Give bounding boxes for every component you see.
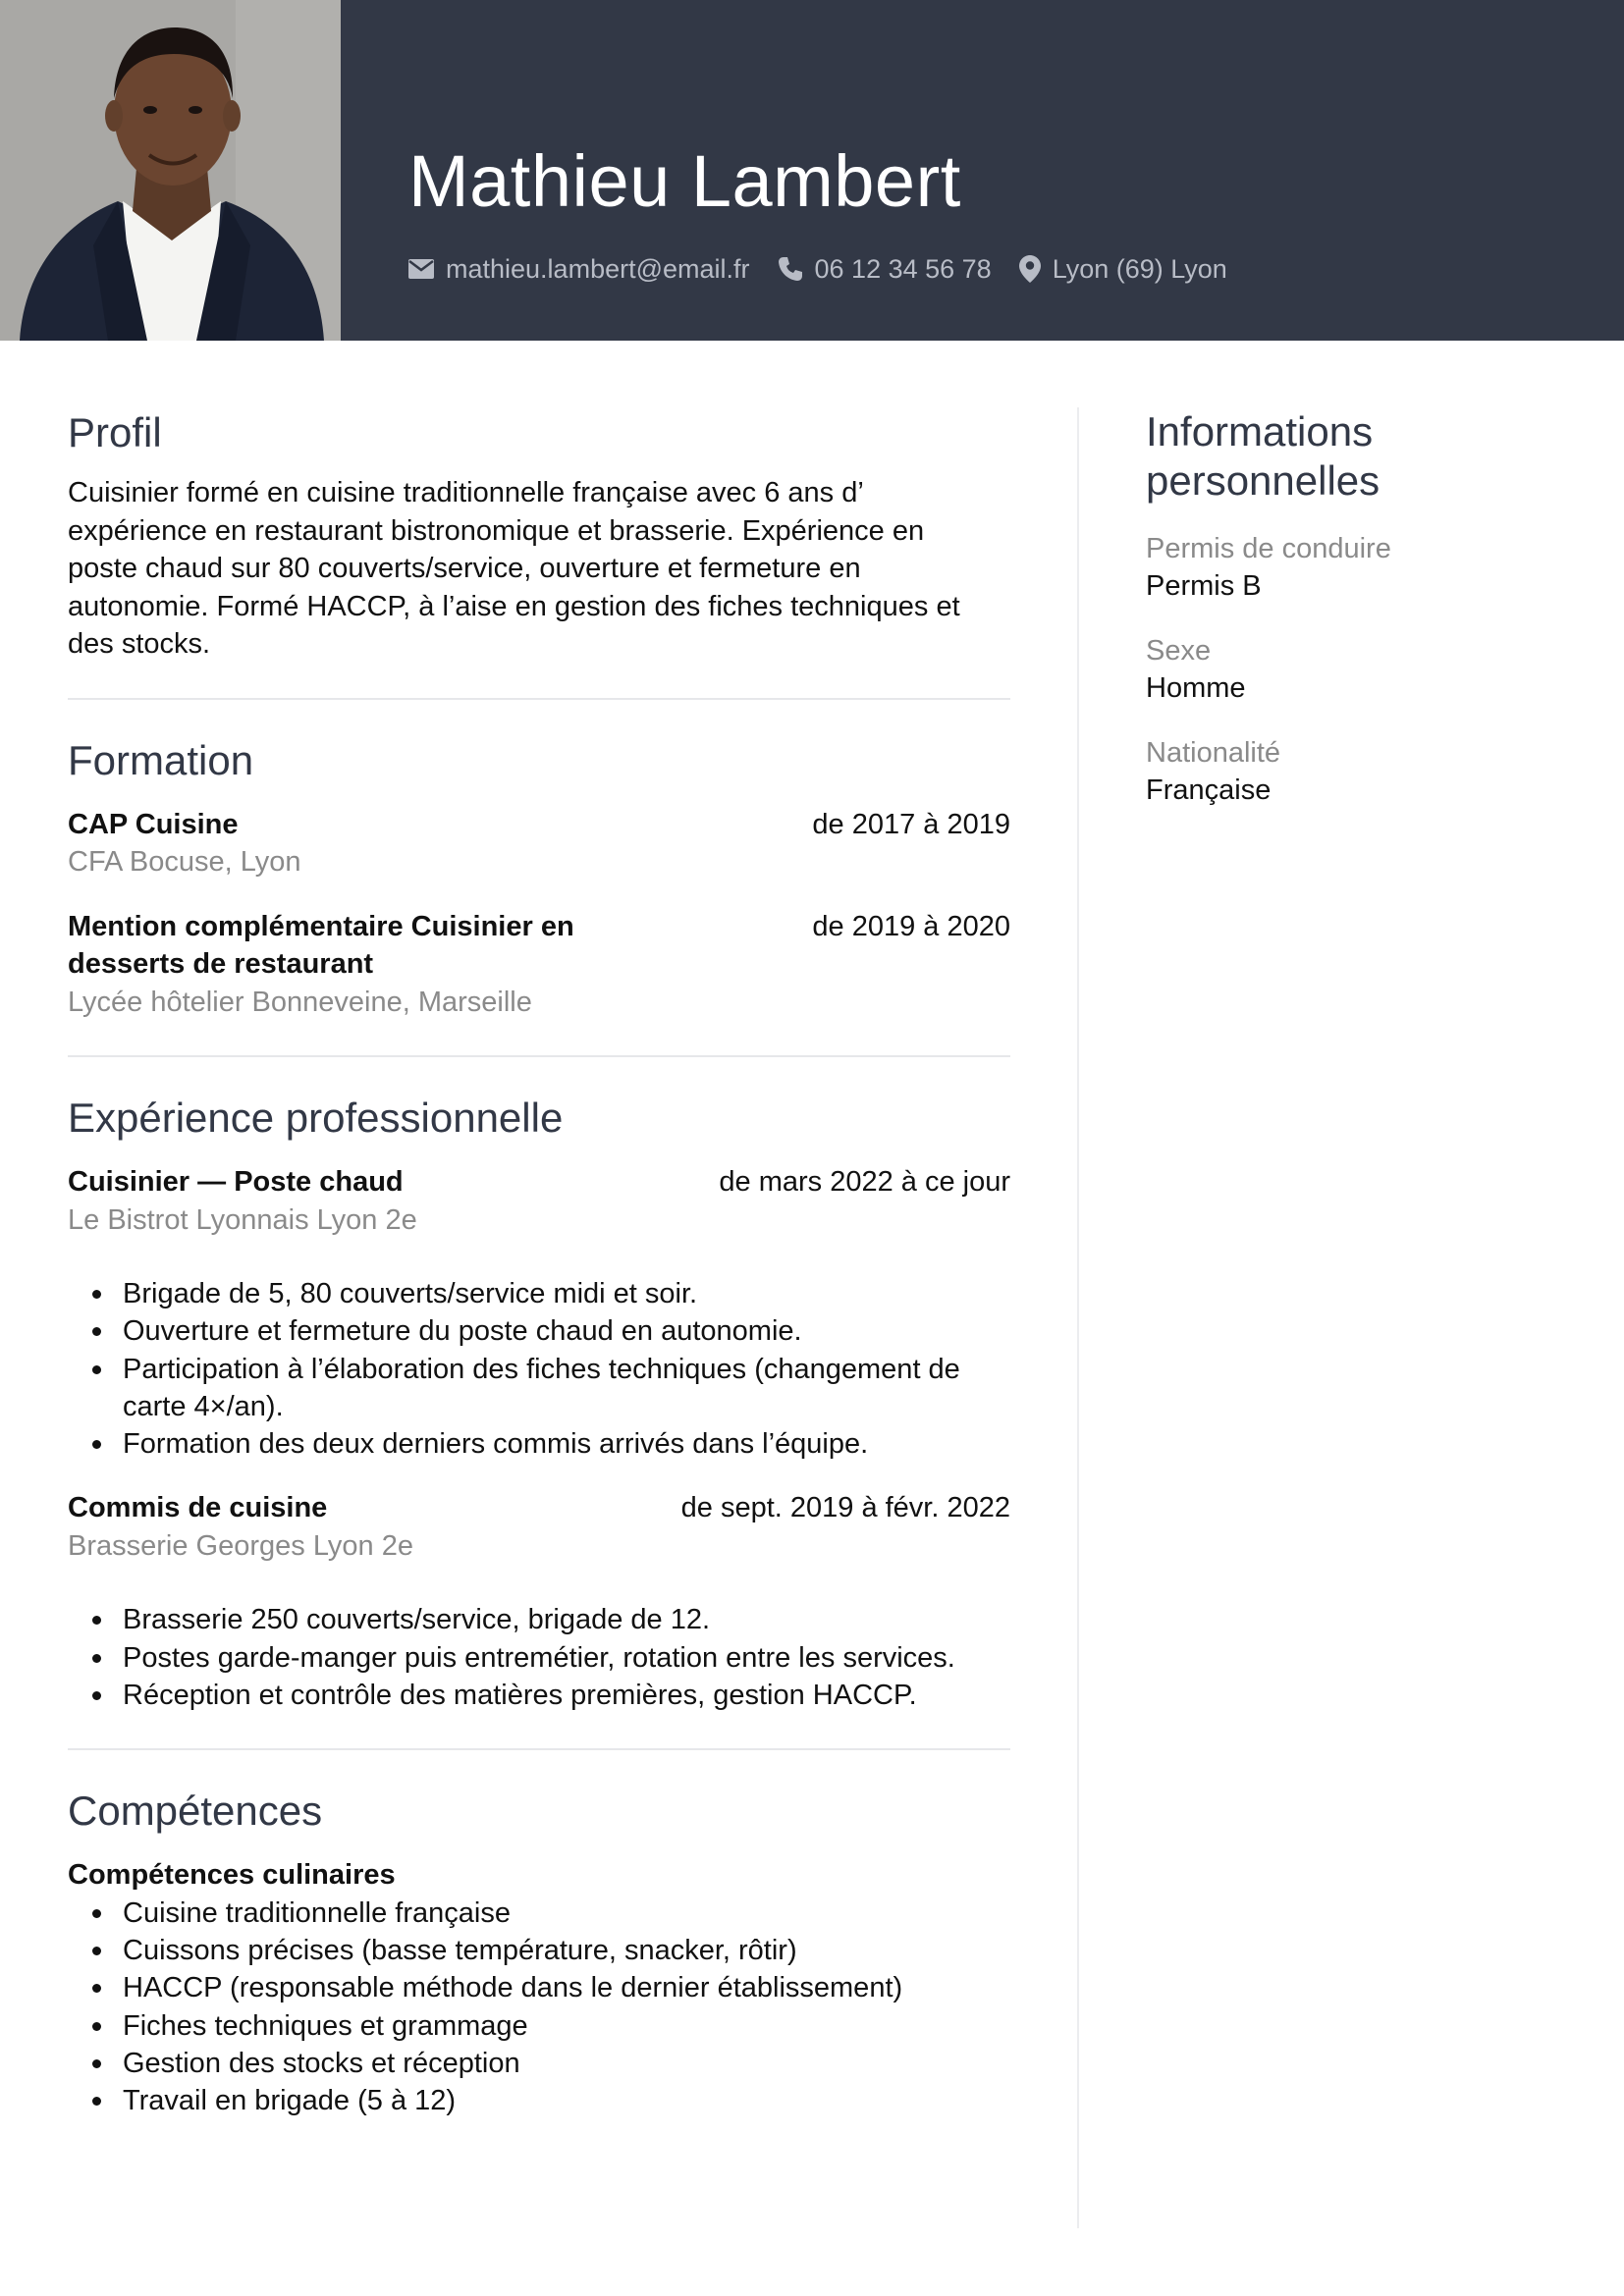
list-item: Postes garde-manger puis entremétier, rotation entre les services. (123, 1639, 1010, 1677)
candidate-name: Mathieu Lambert (408, 140, 961, 222)
info-item (1146, 530, 1568, 605)
profile-line: des stocks. (68, 628, 211, 660)
education-school: Lycée hôtelier Bonneveine, Marseille (68, 986, 532, 1018)
education-entry (68, 908, 1010, 1022)
column-divider (1077, 407, 1079, 2228)
education-title: CAP Cuisine (68, 808, 239, 840)
job-company: Le Bistrot Lyonnais Lyon 2e (68, 1203, 417, 1236)
info-value: Permis B (1146, 570, 1262, 602)
profile-line: Cuisinier formé en cuisine traditionnelle française avec 6 ans d’ (68, 477, 864, 508)
job-date: de mars 2022 à ce jour (719, 1166, 1010, 1198)
education-school: CFA Bocuse, Lyon (68, 846, 301, 878)
list-item: Formation des deux derniers commis arrivés dans l’équipe. (123, 1425, 1010, 1463)
contact-location[interactable] (1019, 254, 1227, 285)
list-item: Brigade de 5, 80 couverts/service midi et soir. (123, 1275, 1010, 1312)
section-title-education: Formation (68, 736, 254, 783)
experience-entry (68, 1163, 1010, 1463)
education-date: de 2019 à 2020 (812, 910, 1010, 942)
email-text: mathieu.lambert@email.fr (446, 253, 750, 284)
info-item (1146, 734, 1568, 809)
education-section (68, 735, 1010, 1022)
skills-section (68, 1786, 1010, 2119)
info-value: Homme (1146, 672, 1246, 704)
list-item: Ouverture et fermeture du poste chaud en autonomie. (123, 1312, 1010, 1350)
job-bullets (68, 1601, 1010, 1714)
profile-line: expérience en restaurant bistronomique et brasserie. Expérience en (68, 514, 925, 547)
profile-photo (0, 0, 341, 341)
job-bullets (68, 1275, 1010, 1463)
education-entry (68, 806, 1010, 881)
envelope-icon (408, 259, 434, 279)
list-item: Participation à l’élaboration des fiches techniques (changement de carte 4×/an). (123, 1351, 1010, 1426)
skills-list (68, 1895, 1010, 2120)
info-label: Permis de conduire (1146, 533, 1391, 564)
profile-text (68, 474, 1010, 664)
section-divider (68, 1748, 1010, 1750)
skills-group-title: Compétences culinaires (68, 1859, 396, 1892)
education-title: Mention complémentaire Cuisinier en desserts de restaurant (68, 910, 574, 980)
list-item: Réception et contrôle des matières premières, gestion HACCP. (123, 1677, 1010, 1714)
job-date: de sept. 2019 à févr. 2022 (680, 1492, 1010, 1524)
list-item: Gestion des stocks et réception (123, 2045, 1010, 2082)
info-label: Nationalité (1146, 737, 1281, 769)
list-item: Cuisine traditionnelle française (123, 1895, 1010, 1932)
section-title-personal-info (1146, 407, 1568, 506)
main-column (68, 407, 1010, 2120)
section-title-skills: Compétences (68, 1788, 323, 1835)
personal-info-title-line: personnelles (1146, 457, 1380, 504)
list-item: Brasserie 250 couverts/service, brigade de 12. (123, 1601, 1010, 1638)
list-item: HACCP (responsable méthode dans le dernier établissement) (123, 1969, 1010, 2006)
experience-entry (68, 1489, 1010, 1714)
personal-info-title-line: Informations (1146, 408, 1374, 454)
education-date: de 2017 à 2019 (812, 808, 1010, 840)
info-label: Sexe (1146, 635, 1212, 667)
map-pin-icon (1019, 255, 1041, 283)
list-item: Travail en brigade (5 à 12) (123, 2082, 1010, 2119)
job-title: Cuisinier — Poste chaud (68, 1166, 404, 1198)
phone-icon (778, 256, 803, 282)
section-title-experience: Expérience professionnelle (68, 1095, 564, 1141)
profile-line: autonomie. Formé HACCP, à l’aise en gestion des fiches techniques et (68, 590, 960, 622)
contact-phone[interactable] (778, 254, 992, 285)
experience-section (68, 1093, 1010, 1714)
list-item: Cuissons précises (basse température, snacker, rôtir) (123, 1932, 1010, 1969)
sidebar (1146, 407, 1568, 809)
section-divider (68, 698, 1010, 700)
info-item (1146, 632, 1568, 707)
header-banner (0, 0, 1624, 341)
list-item: Fiches techniques et grammage (123, 2007, 1010, 2045)
location-text: Lyon (69) Lyon (1052, 253, 1227, 284)
contact-email[interactable] (408, 254, 750, 285)
info-value: Française (1146, 774, 1272, 806)
job-company: Brasserie Georges Lyon 2e (68, 1529, 413, 1562)
section-title-profile: Profil (68, 409, 162, 455)
phone-text: 06 12 34 56 78 (814, 253, 992, 284)
profile-section (68, 407, 1010, 664)
contact-bar (408, 252, 1227, 286)
profile-line: poste chaud sur 80 couverts/service, ouverture et fermeture en (68, 553, 861, 584)
job-title: Commis de cuisine (68, 1492, 328, 1524)
section-divider (68, 1055, 1010, 1057)
